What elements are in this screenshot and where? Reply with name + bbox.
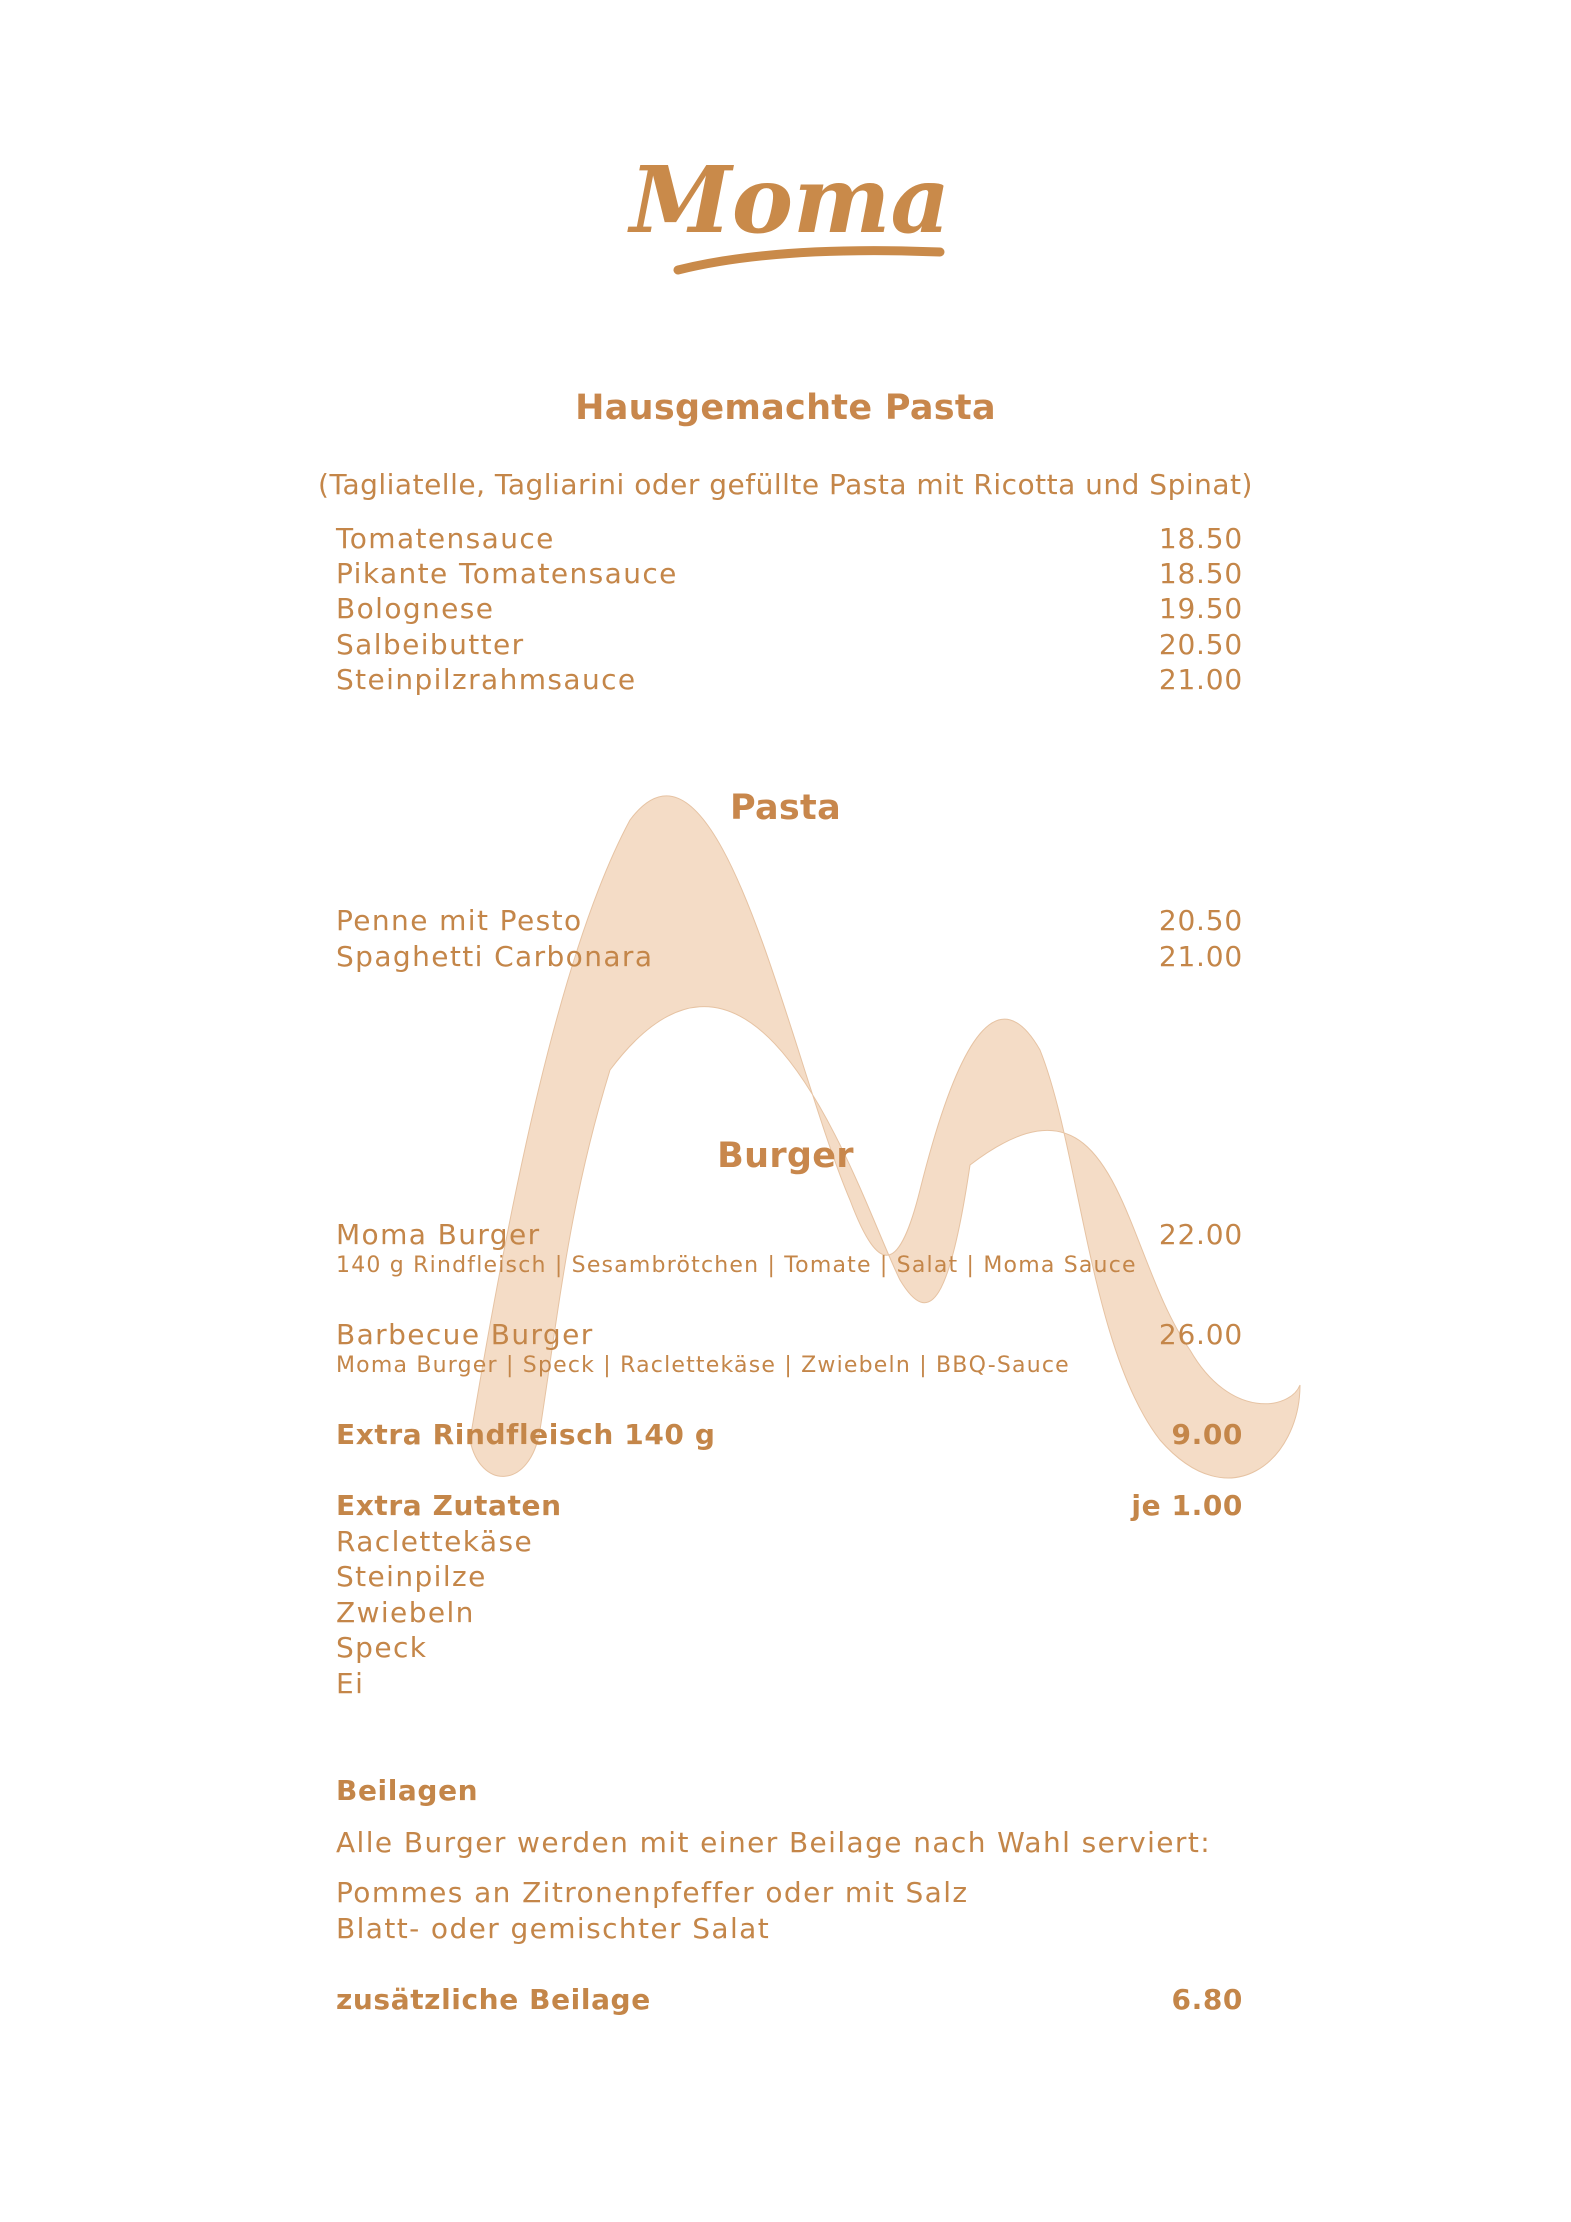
menu-item-price: 20.50 <box>1158 628 1243 661</box>
menu-item <box>336 628 1243 664</box>
menu-item-extra-side <box>336 1983 1243 2019</box>
menu-item-name: Extra Rindfleisch 140 g <box>336 1418 716 1451</box>
beilagen-title: Beilagen <box>336 1774 479 1807</box>
menu-item-name: Spaghetti Carbonara <box>336 940 654 973</box>
beilagen-intro: Alle Burger werden mit einer Beilage nach Wahl serviert: <box>336 1826 1212 1859</box>
hausgemachte-subtitle: (Tagliatelle, Tagliarini oder gefüllte Pasta mit Ricotta und Spinat) <box>318 468 1253 501</box>
menu-item-name: zusätzliche Beilage <box>336 1983 651 2016</box>
menu-item-price: 9.00 <box>1171 1418 1243 1451</box>
topping-item: Speck <box>336 1631 428 1664</box>
menu-item <box>336 1218 1243 1254</box>
menu-item-name: Pikante Tomatensauce <box>336 557 678 590</box>
menu-item-description: 140 g Rindfleisch | Sesambrötchen | Tomate | Salat | Moma Sauce <box>336 1253 1137 1278</box>
menu-item-name: Barbecue Burger <box>336 1318 594 1351</box>
section-title-hausgemachte-pasta: Hausgemachte Pasta <box>575 388 996 428</box>
menu-item-name: Salbeibutter <box>336 628 525 661</box>
logo-text: Moma <box>629 146 951 254</box>
menu-item <box>336 1318 1243 1354</box>
menu-item-price: 18.50 <box>1158 557 1243 590</box>
topping-item: Raclettekäse <box>336 1525 534 1558</box>
section-title-burger: Burger <box>717 1136 854 1176</box>
menu-item <box>336 557 1243 593</box>
menu-item-price: je 1.00 <box>1131 1489 1243 1522</box>
menu-item <box>336 904 1243 940</box>
menu-item-extra-toppings <box>336 1489 1243 1525</box>
topping-item: Ei <box>336 1667 365 1700</box>
beilage-option: Pommes an Zitronenpfeffer oder mit Salz <box>336 1876 969 1909</box>
section-title-pasta: Pasta <box>729 788 841 828</box>
menu-item <box>336 663 1243 699</box>
menu-item-price: 6.80 <box>1171 1983 1243 2016</box>
menu-item-name: Moma Burger <box>336 1218 541 1251</box>
menu-item-description: Moma Burger | Speck | Raclettekäse | Zwiebeln | BBQ-Sauce <box>336 1353 1070 1378</box>
menu-item-name: Extra Zutaten <box>336 1489 562 1522</box>
menu-item <box>336 592 1243 628</box>
menu-item-price: 21.00 <box>1158 663 1243 696</box>
menu-item <box>336 940 1243 976</box>
topping-item: Zwiebeln <box>336 1596 475 1629</box>
topping-item: Steinpilze <box>336 1560 487 1593</box>
menu-item-price: 22.00 <box>1158 1218 1243 1251</box>
menu-item-price: 20.50 <box>1158 904 1243 937</box>
beilage-option: Blatt- oder gemischter Salat <box>336 1912 771 1945</box>
menu-item-extra-meat <box>336 1418 1243 1454</box>
menu-item-price: 21.00 <box>1158 940 1243 973</box>
menu-item-name: Penne mit Pesto <box>336 904 583 937</box>
menu-item-name: Bolognese <box>336 592 495 625</box>
menu-item-name: Tomatensauce <box>336 522 555 555</box>
menu-item-price: 26.00 <box>1158 1318 1243 1351</box>
menu-item-price: 18.50 <box>1158 522 1243 555</box>
menu-item <box>336 522 1243 558</box>
menu-item-price: 19.50 <box>1158 592 1243 625</box>
menu-item-name: Steinpilzrahmsauce <box>336 663 637 696</box>
